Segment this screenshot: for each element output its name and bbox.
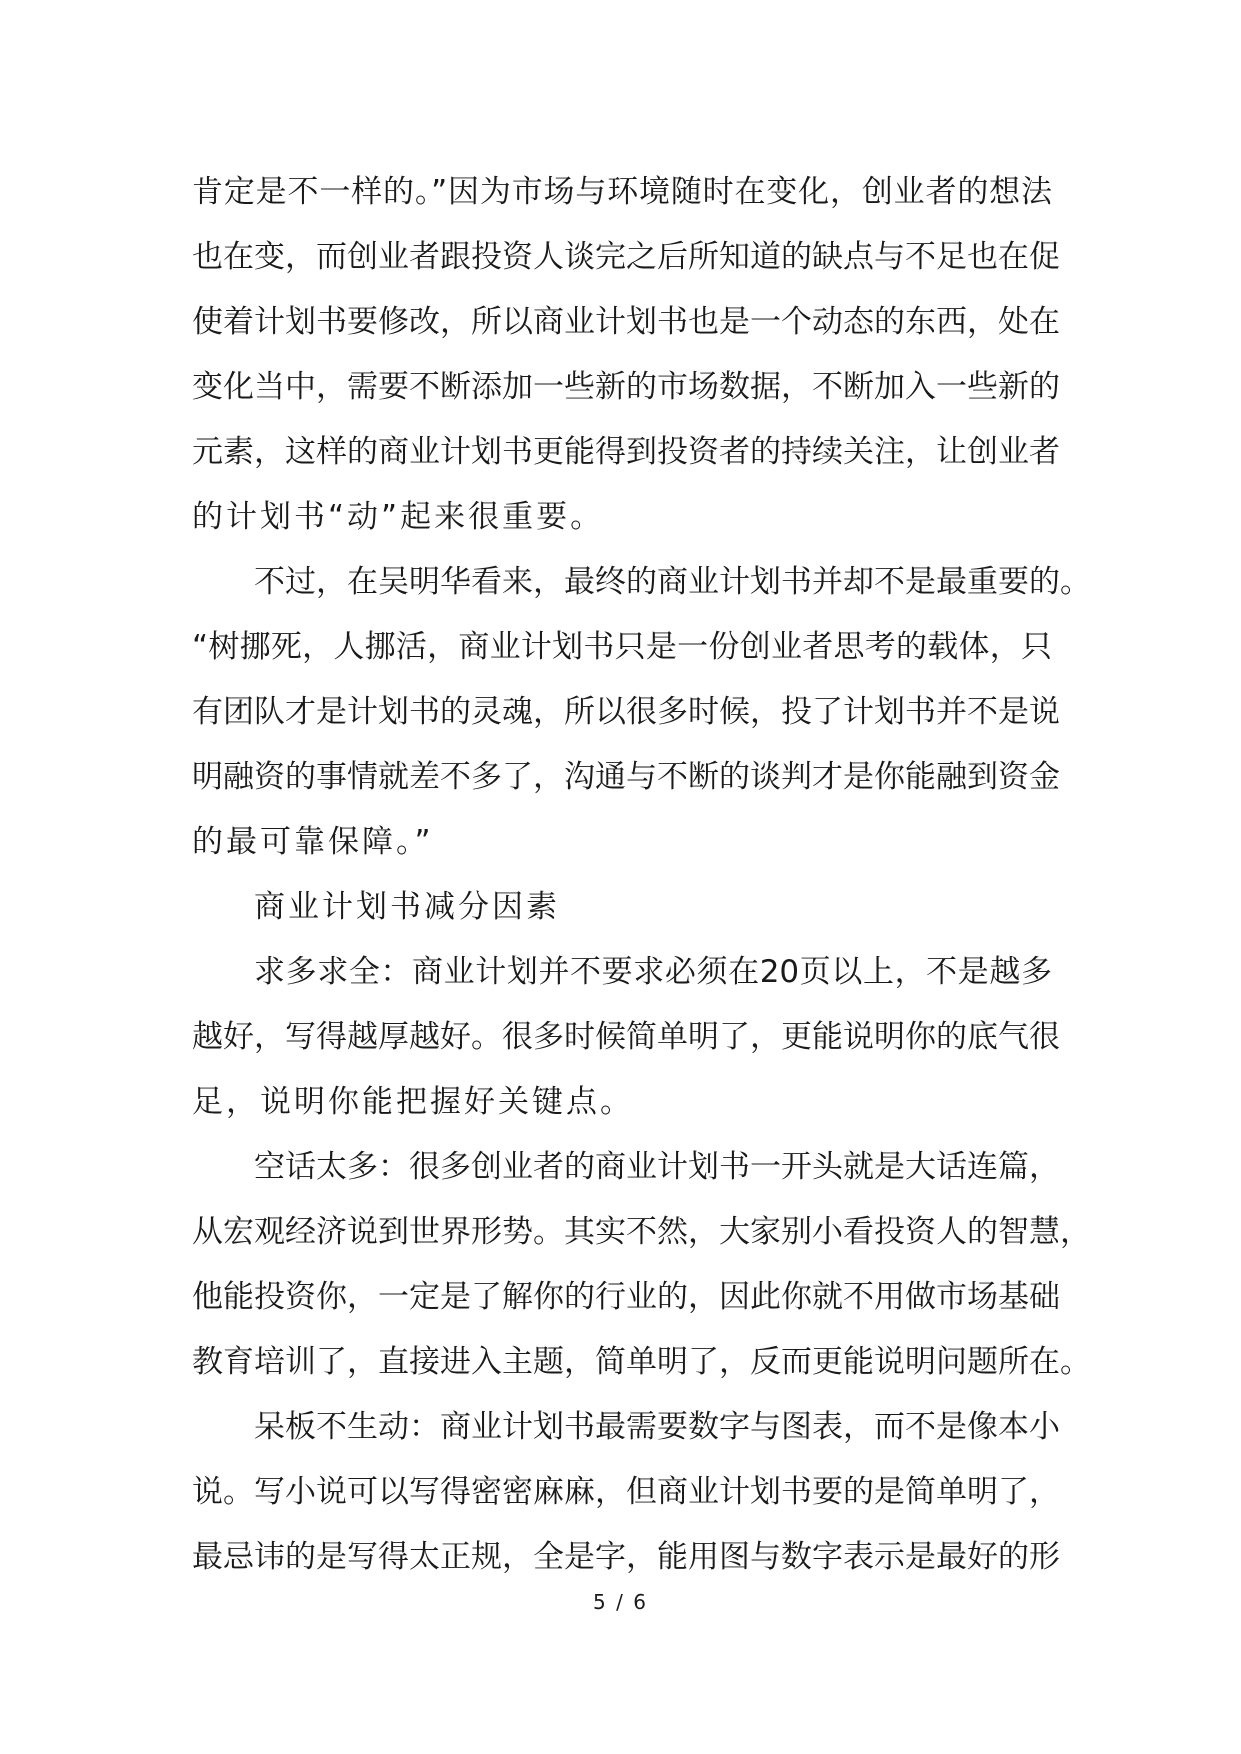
text-line: “树挪死，人挪活，商业计划书只是一份创业者思考的载体，只 bbox=[192, 629, 1052, 665]
section-heading: 商业计划书减分因素 bbox=[254, 889, 560, 925]
text-line: 的计划书“动”起来很重要。 bbox=[192, 499, 605, 535]
text-line: 的最可靠保障。” bbox=[192, 824, 434, 860]
text-line: 最忌讳的是写得太正规，全是字，能用图与数字表示是最好的形 bbox=[192, 1539, 1060, 1575]
text-line: 从宏观经济说到世界形势。其实不然，大家别小看投资人的智慧， bbox=[192, 1214, 1091, 1250]
text-line: 不过，在吴明华看来，最终的商业计划书并却不是最重要的。 bbox=[254, 564, 1091, 600]
text-line: 足，说明你能把握好关键点。 bbox=[192, 1084, 634, 1120]
text-line: 空话太多：很多创业者的商业计划书一开头就是大话连篇， bbox=[254, 1149, 1060, 1185]
text-line: 教育培训了，直接进入主题，简单明了，反而更能说明问题所在。 bbox=[192, 1344, 1091, 1380]
text-line: 变化当中，需要不断添加一些新的市场数据，不断加入一些新的 bbox=[192, 369, 1060, 405]
text-line: 越好，写得越厚越好。很多时候简单明了，更能说明你的底气很 bbox=[192, 1019, 1060, 1055]
text-line: 元素，这样的商业计划书更能得到投资者的持续关注，让创业者 bbox=[192, 434, 1060, 470]
text-line: 也在变，而创业者跟投资人谈完之后所知道的缺点与不足也在促 bbox=[192, 239, 1060, 275]
document-body bbox=[192, 160, 1091, 1590]
text-line: 肯定是不一样的。”因为市场与环境随时在变化，创业者的想法 bbox=[192, 174, 1052, 210]
text-line: 呆板不生动：商业计划书最需要数字与图表，而不是像本小 bbox=[254, 1409, 1060, 1445]
text-line: 求多求全：商业计划并不要求必须在20页以上，不是越多 bbox=[254, 954, 1052, 990]
text-line: 使着计划书要修改，所以商业计划书也是一个动态的东西，处在 bbox=[192, 304, 1060, 340]
page-number: 5 / 6 bbox=[593, 1590, 648, 1614]
text-line: 有团队才是计划书的灵魂，所以很多时候，投了计划书并不是说 bbox=[192, 694, 1060, 730]
text-line: 明融资的事情就差不多了，沟通与不断的谈判才是你能融到资金 bbox=[192, 759, 1060, 795]
text-line: 说。写小说可以写得密密麻麻，但商业计划书要的是简单明了， bbox=[192, 1474, 1060, 1510]
text-line: 他能投资你，一定是了解你的行业的，因此你就不用做市场基础 bbox=[192, 1279, 1060, 1315]
